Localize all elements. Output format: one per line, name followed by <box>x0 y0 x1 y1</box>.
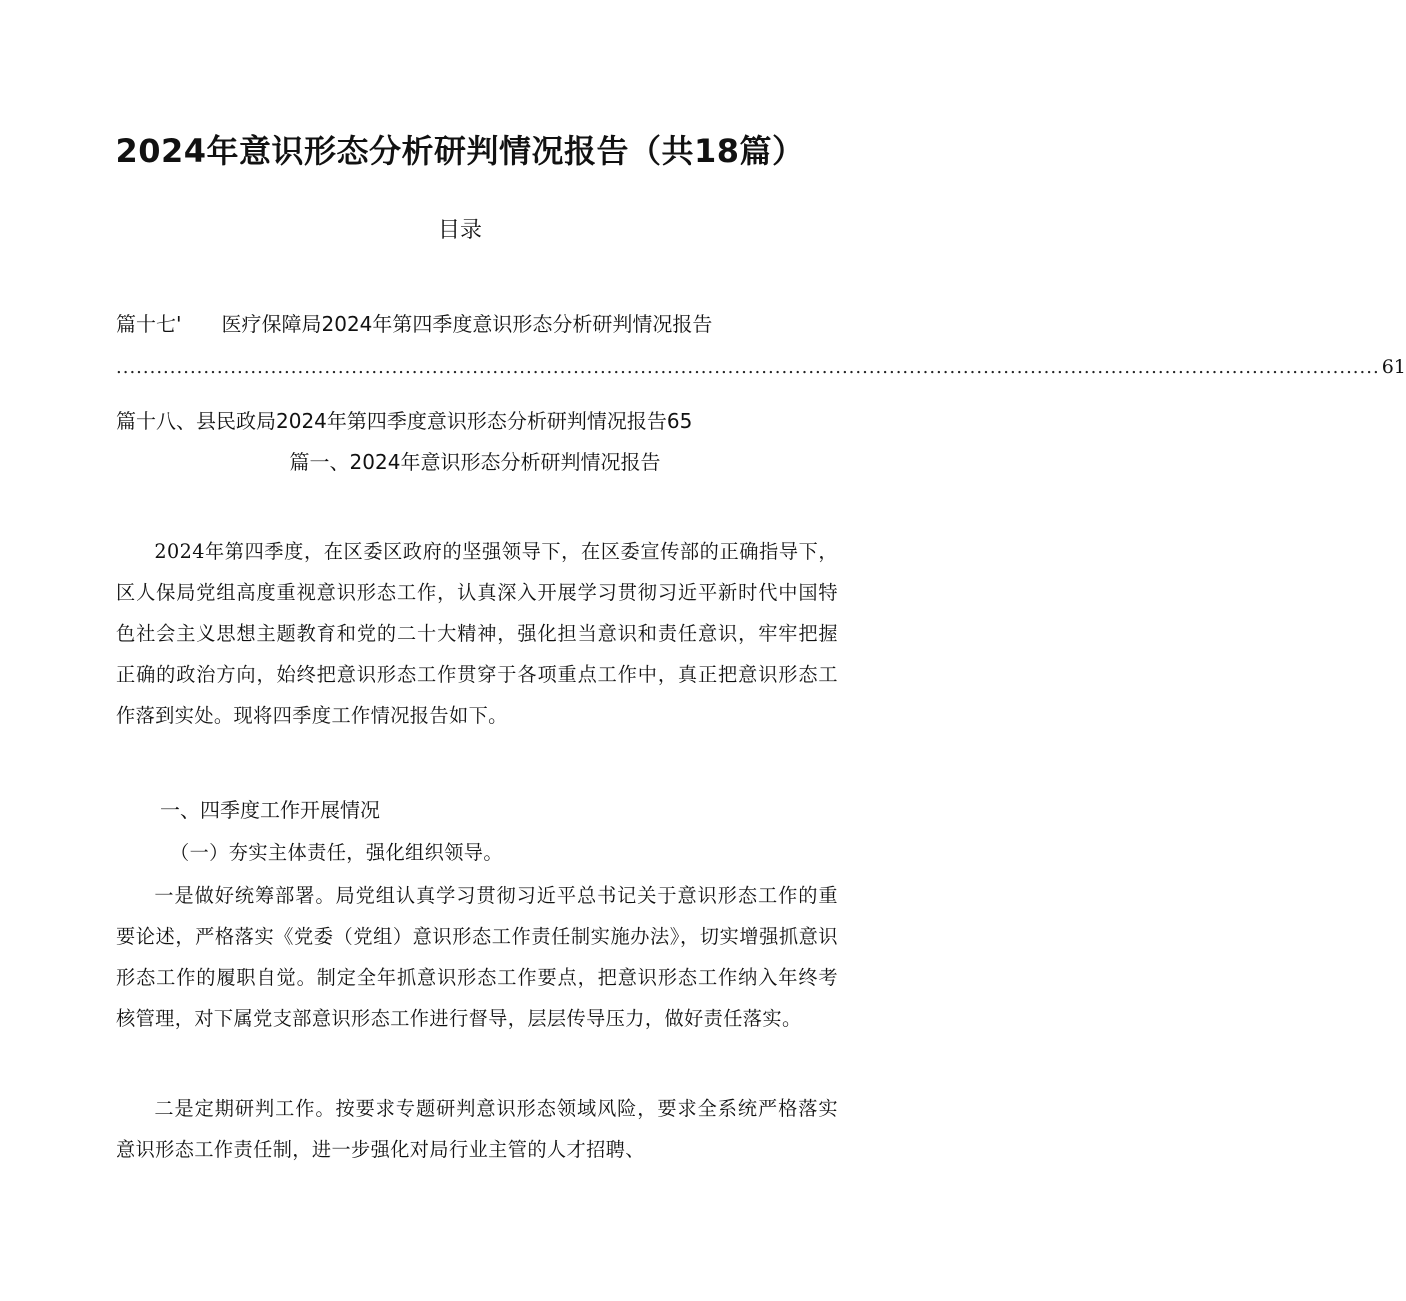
toc-leader-dots: ............................................................................................................................................................................................ <box>116 357 1380 378</box>
toc-leader-line <box>116 350 1406 378</box>
toc-entry-17[interactable] <box>116 308 712 337</box>
body-paragraph: 2024年第四季度，在区委区政府的坚强领导下，在区委宣传部的正确指导下，区人保局党组高度重视意识形态工作，认真深入开展学习贯彻习近平新时代中国特色社会主义思想主题教育和党的二十大精神，强化担当意识和责任意识，牢牢把握正确的政治方向，始终把意识形态工作贯穿于各项重点工作中，真正把意识形态工作落到实处。现将四季度工作情况报告如下。 <box>116 540 838 727</box>
article-heading: 篇一、2024年意识形态分析研判情况报告 <box>289 450 661 474</box>
toc-entry-title: 医疗保障局2024年第四季度意识形态分析研判情况报告 <box>221 312 713 336</box>
toc-page-number: 61 <box>1381 356 1406 378</box>
body-paragraph: 一是做好统筹部署。局党组认真学习贯彻习近平总书记关于意识形态工作的重要论述，严格落实《党委（党组）意识形态工作责任制实施办法》，切实增强抓意识形态工作的履职自觉。制定全年抓意识形态工作要点，把意识形态工作纳入年终考核管理，对下属党支部意识形态工作进行督导，层层传导压力，做好责任落实。 <box>116 884 838 1030</box>
section-heading: 一、四季度工作开展情况 <box>160 798 380 822</box>
toc-entry-18[interactable]: 篇十八、县民政局2024年第四季度意识形态分析研判情况报告65 <box>116 409 693 433</box>
sub-heading: （一）夯实主体责任，强化组织领导。 <box>170 841 503 864</box>
toc-entry-label: 篇十七' <box>116 312 182 336</box>
body-paragraph: 二是定期研判工作。按要求专题研判意识形态领域风险，要求全系统严格落实意识形态工作责任制，进一步强化对局行业主管的人才招聘、 <box>116 1097 838 1161</box>
document-title: 2024年意识形态分析研判情况报告（共18篇） <box>115 132 805 170</box>
toc-heading: 目录 <box>437 218 482 243</box>
